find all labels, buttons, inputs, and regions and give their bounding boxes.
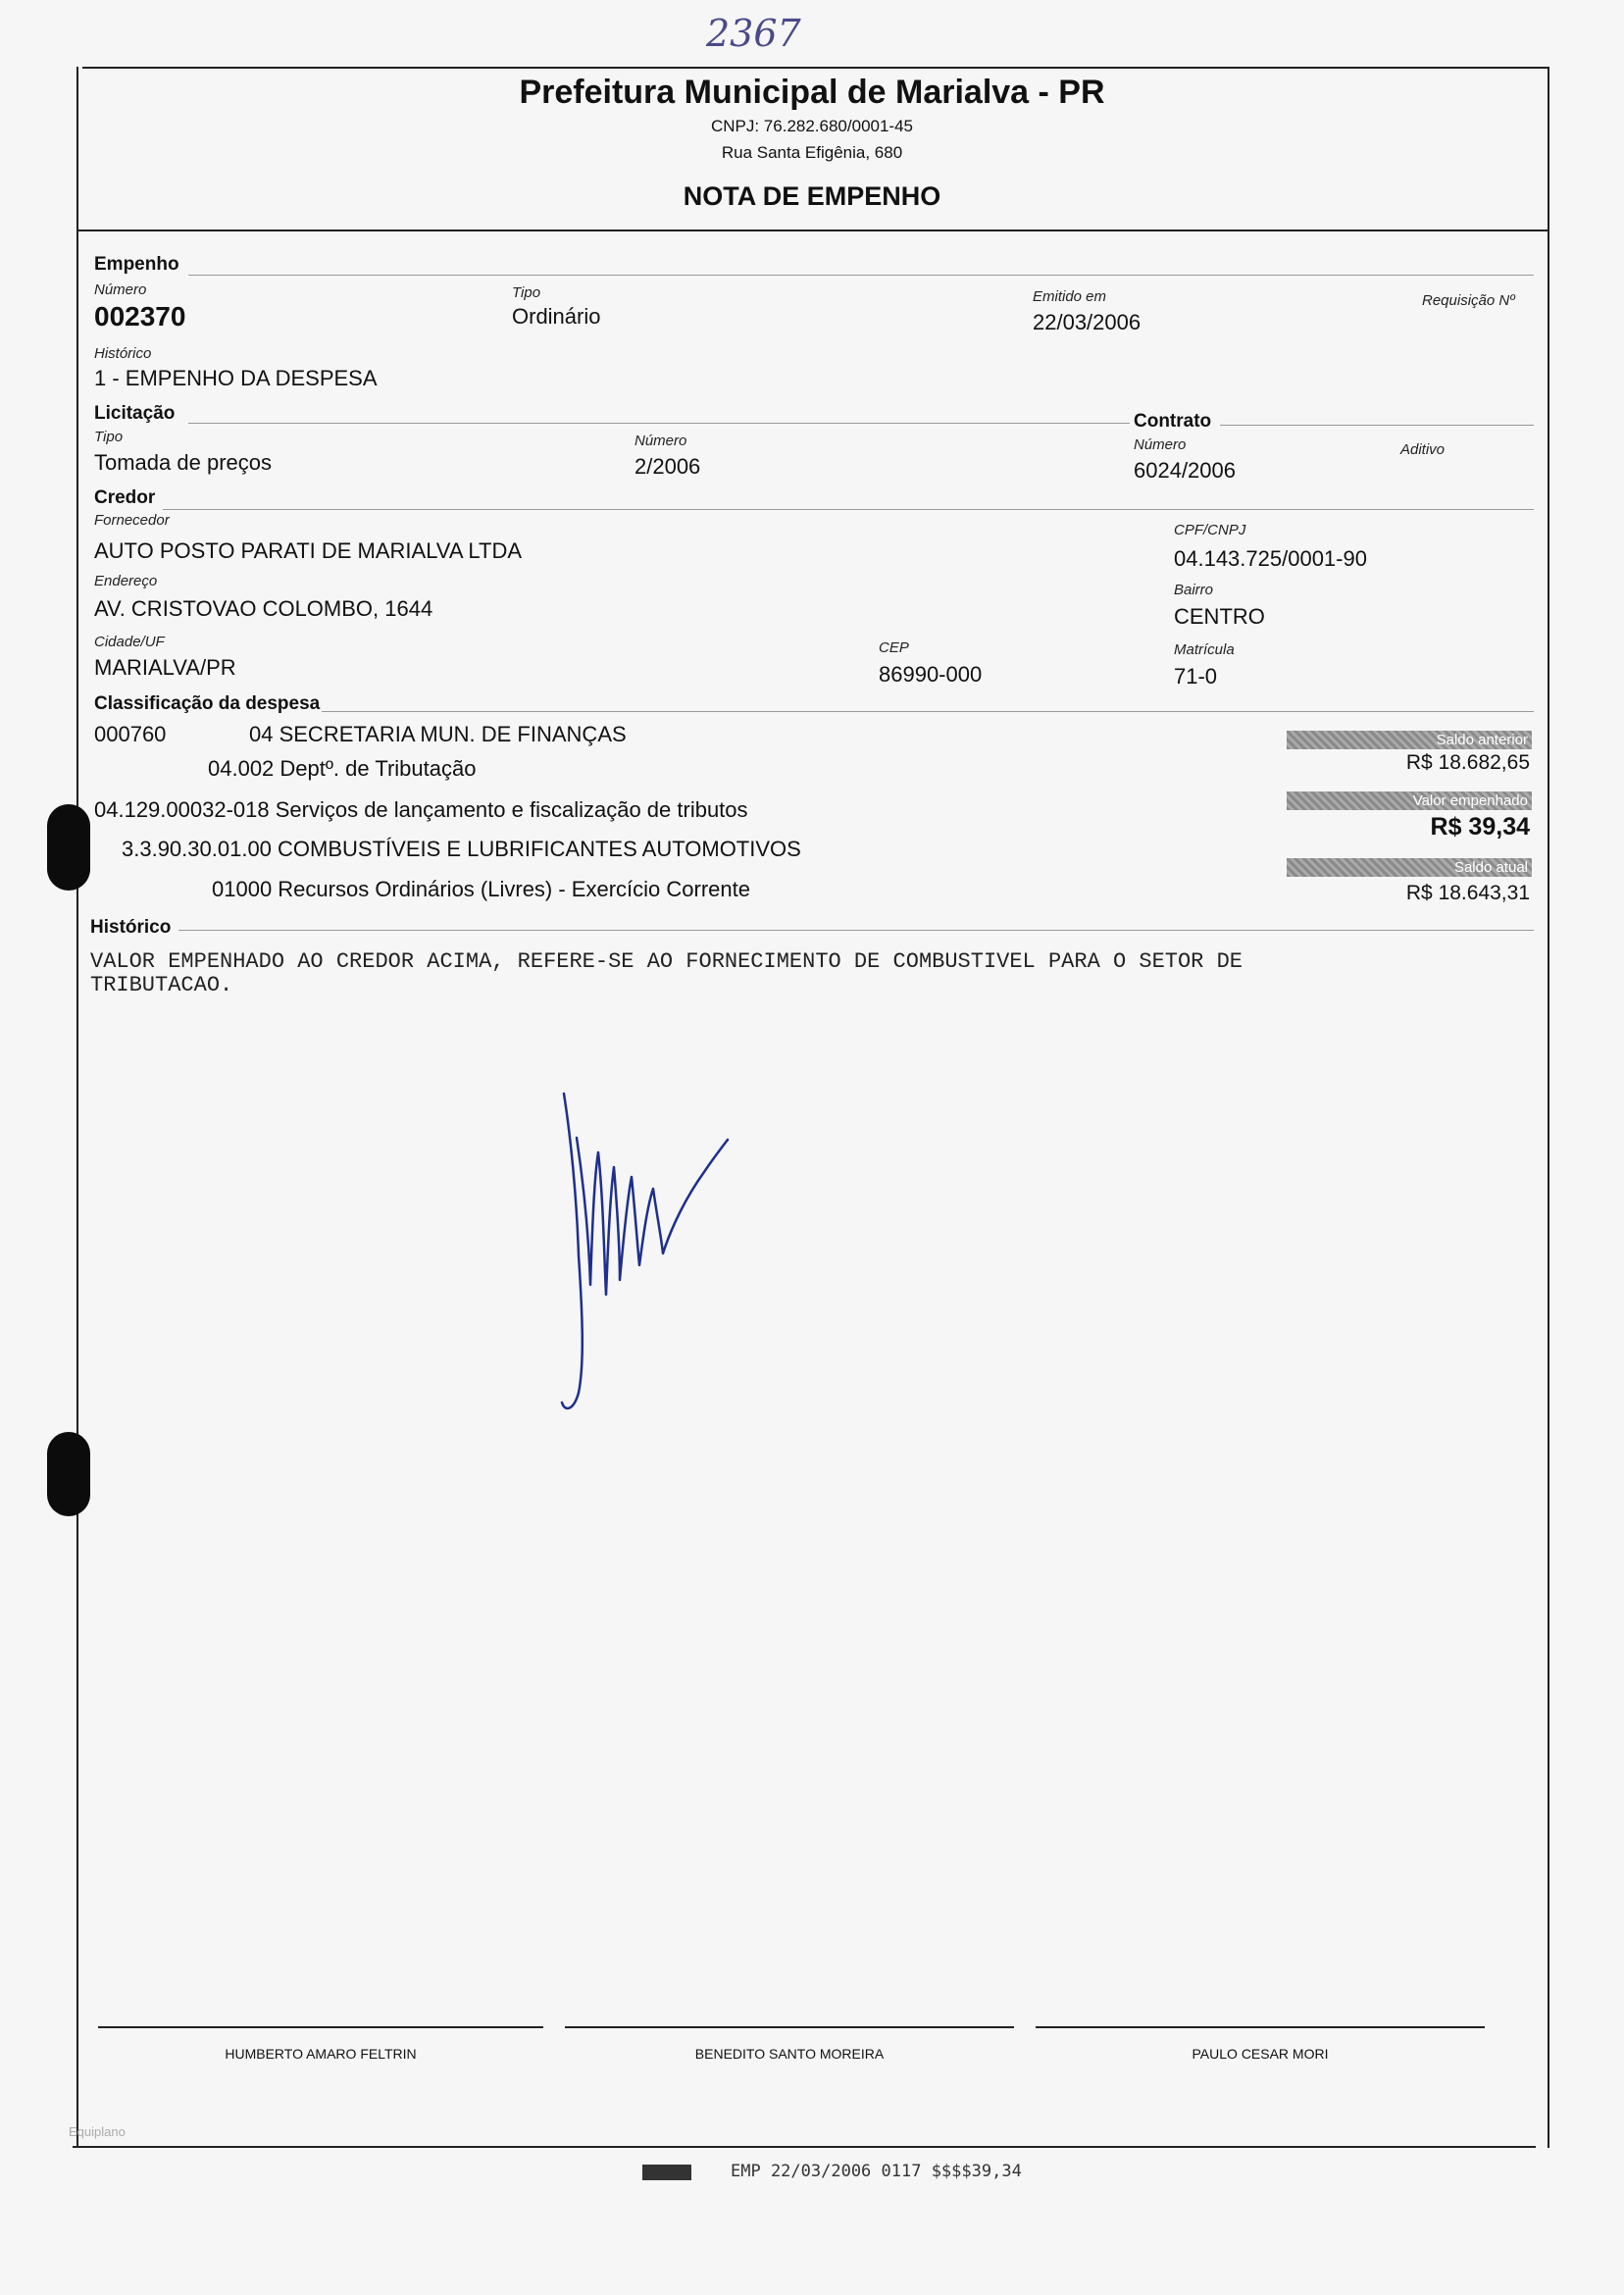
- saldo-anterior: R$ 18.682,65: [1405, 751, 1530, 774]
- classificacao-elemento: 3.3.90.30.01.00 COMBUSTÍVEIS E LUBRIFICANTES AUTOMOTIVOS: [122, 837, 801, 861]
- saldo-atual: R$ 18.643,31: [1405, 882, 1530, 904]
- empenho-historico: 1 - EMPENHO DA DESPESA: [94, 366, 378, 390]
- empenho-numero-label: Número: [94, 281, 147, 298]
- page-title: Prefeitura Municipal de Marialva - PR: [519, 74, 1105, 111]
- empenho-numero: 002370: [94, 301, 186, 332]
- signature-line-2: [565, 2026, 1014, 2028]
- licitacao-rule: [188, 423, 1130, 424]
- signatory-2: BENEDITO SANTO MOREIRA: [694, 2046, 885, 2062]
- contrato-rule: [1220, 425, 1534, 426]
- frame-top: [82, 67, 1549, 69]
- cidade-label: Cidade/UF: [94, 634, 165, 650]
- cnpj-line: CNPJ: 76.282.680/0001-45: [710, 117, 914, 135]
- bairro: CENTRO: [1174, 604, 1265, 629]
- credor-rule: [163, 509, 1534, 510]
- licitacao-numero: 2/2006: [634, 454, 701, 479]
- empenho-tipo: Ordinário: [512, 304, 601, 329]
- historico-rule: [178, 930, 1534, 931]
- valor-empenhado-label: Valor empenhado: [1287, 791, 1532, 810]
- frame-right: [1548, 67, 1549, 2148]
- emitido-label: Emitido em: [1033, 288, 1107, 305]
- stamp-logo-icon: [642, 2165, 691, 2180]
- cidade: MARIALVA/PR: [94, 655, 236, 680]
- address-line: Rua Santa Efigênia, 680: [721, 143, 903, 162]
- handwritten-number: 2367: [706, 12, 801, 55]
- contrato-section: Contrato: [1134, 411, 1212, 432]
- emitido-date: 22/03/2006: [1033, 310, 1142, 334]
- cpf-value: 04.143.725/0001-90: [1174, 546, 1367, 571]
- handwritten-signature: [549, 1079, 785, 1422]
- classificacao-unidade: 04.002 Deptº. de Tributação: [208, 756, 477, 781]
- cep: 86990-000: [879, 662, 983, 687]
- software-name: Equiplano: [69, 2124, 126, 2139]
- classificacao-code: 000760: [94, 722, 167, 746]
- licitacao-tipo: Tomada de preços: [94, 450, 272, 475]
- signatory-3: PAULO CESAR MORI: [1192, 2046, 1329, 2062]
- cep-label: CEP: [879, 639, 909, 656]
- fornecedor-label: Fornecedor: [94, 512, 170, 529]
- endereco-label: Endereço: [94, 573, 158, 589]
- licitacao-numero-label: Número: [634, 433, 687, 449]
- saldo-anterior-label: Saldo anterior: [1287, 731, 1532, 749]
- saldo-atual-label: Saldo atual: [1287, 858, 1532, 877]
- credor-section: Credor: [94, 487, 156, 508]
- frame-bottom: [73, 2146, 1536, 2148]
- historico-section: Histórico: [90, 917, 172, 938]
- frame-left: [76, 67, 78, 2148]
- licitacao-tipo-label: Tipo: [94, 429, 124, 445]
- cpf-label: CPF/CNPJ: [1174, 522, 1246, 538]
- binder-hole-2: [47, 1432, 90, 1516]
- signature-line-1: [98, 2026, 543, 2028]
- contrato-numero: 6024/2006: [1134, 458, 1236, 483]
- signatory-1: HUMBERTO AMARO FELTRIN: [225, 2046, 417, 2062]
- aditivo-label: Aditivo: [1400, 441, 1446, 458]
- historico-line-1: VALOR EMPENHADO AO CREDOR ACIMA, REFERE-SE AO FORNECIMENTO DE COMBUSTIVEL PARA O SETOR DE: [90, 949, 1243, 974]
- historico-line-2: TRIBUTACAO.: [90, 973, 233, 997]
- classificacao-funcional: 04.129.00032-018 Serviços de lançamento e fiscalização de tributos: [94, 797, 748, 822]
- classificacao-recurso: 01000 Recursos Ordinários (Livres) - Exercício Corrente: [212, 877, 750, 901]
- endereco: AV. CRISTOVAO COLOMBO, 1644: [94, 596, 433, 621]
- classificacao-section: Classificação da despesa: [94, 693, 321, 714]
- contrato-numero-label: Número: [1134, 436, 1187, 453]
- licitacao-section: Licitação: [94, 403, 176, 424]
- document-title: NOTA DE EMPENHO: [683, 181, 941, 211]
- empenho-tipo-label: Tipo: [512, 284, 541, 301]
- print-stamp: EMP 22/03/2006 0117 $$$$39,34: [731, 2162, 1022, 2181]
- matricula-label: Matrícula: [1174, 641, 1235, 658]
- empenho-rule: [188, 275, 1534, 276]
- matricula: 71-0: [1174, 664, 1218, 688]
- empenho-section: Empenho: [94, 254, 179, 275]
- classificacao-rule: [322, 711, 1534, 712]
- requisicao-label: Requisição Nº: [1422, 292, 1515, 309]
- fornecedor: AUTO POSTO PARATI DE MARIALVA LTDA: [94, 538, 523, 563]
- classificacao-orgao: 04 SECRETARIA MUN. DE FINANÇAS: [249, 722, 627, 746]
- bairro-label: Bairro: [1174, 582, 1214, 598]
- valor-empenhado: R$ 39,34: [1430, 813, 1530, 841]
- header-divider: [78, 230, 1548, 231]
- empenho-historico-label: Histórico: [94, 345, 152, 362]
- signature-line-3: [1036, 2026, 1485, 2028]
- binder-hole-1: [47, 804, 90, 891]
